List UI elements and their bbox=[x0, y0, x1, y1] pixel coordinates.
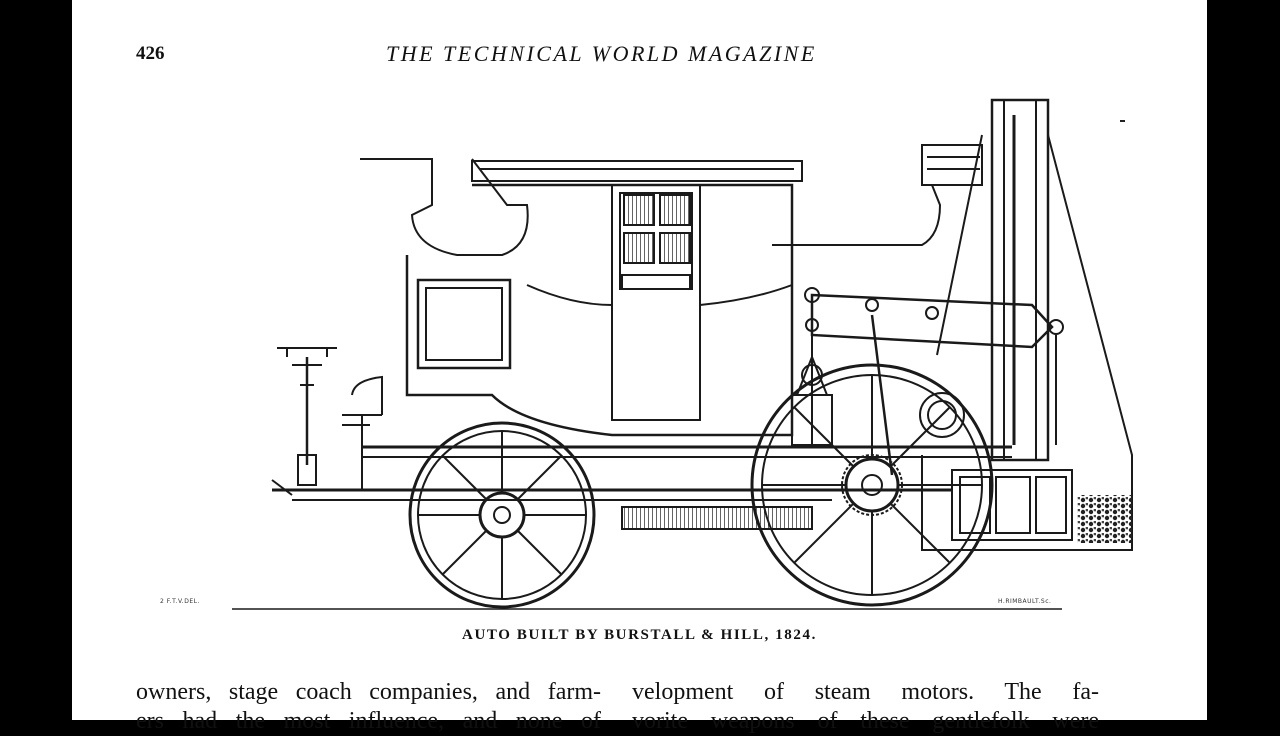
engraver-credit-left: 2 F.T.V.DEL. bbox=[160, 598, 200, 605]
engraver-credit-right: H.RIMBAULT.Sc. bbox=[998, 598, 1052, 605]
body-line: vorite weapons of these gentlefolk were bbox=[632, 708, 1099, 734]
magazine-page bbox=[72, 0, 1207, 734]
page-number: 426 bbox=[136, 43, 165, 64]
steam-carriage-illustration bbox=[192, 95, 1072, 620]
stray-mark bbox=[1120, 120, 1125, 122]
body-column-left bbox=[136, 678, 601, 736]
body-line: owners, stage coach companies, and farm- bbox=[136, 679, 601, 705]
rear-wheel bbox=[410, 423, 594, 607]
body-column-right bbox=[632, 678, 1099, 736]
figure-caption: AUTO BUILT BY BURSTALL & HILL, 1824. bbox=[462, 627, 817, 643]
body-line: velopment of steam motors. The fa- bbox=[632, 679, 1099, 705]
front-wheel bbox=[752, 365, 992, 605]
running-head: THE TECHNICAL WORLD MAGAZINE bbox=[386, 41, 817, 66]
body-line: ers had the most influence, and none of bbox=[136, 708, 601, 734]
